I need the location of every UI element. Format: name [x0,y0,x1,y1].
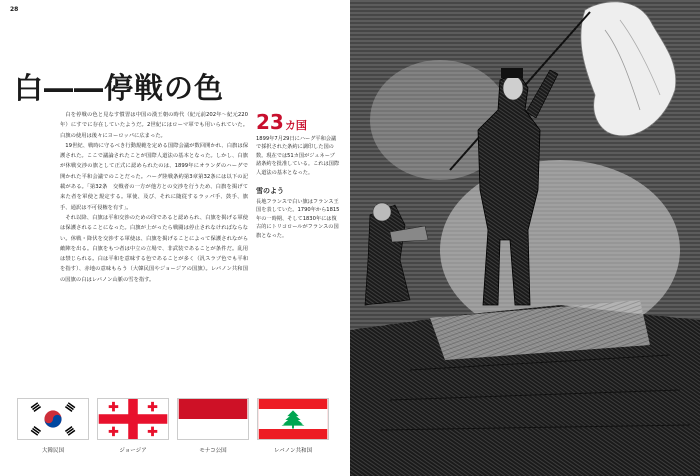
body-paragraph: それ以降、白旗は平和交渉のための印であると認められ、白旗を掲げる軍使は保護されることになった。白旗が上がったら戦闘は停止されなければならない。休戦・降伏を交渉する軍使は、白旗を掲げることによって保護されながら敵陣を出る。白旗をもつ者は中立の立場で、非武装であることが条件だ。乱用は禁じられる。白は平和を意味する色であることが多く（汎スラブ色でも平和を指す）、赤地の意味もらう（大韓民国やジョージアの国旗）。レバノン共和国の国旗の白はレバノン山脈の雪を指す。 [60,214,248,283]
flag-item-lebanon [257,398,329,454]
body-text [60,110,248,285]
body-paragraph: 白を停戦の色と見なす慣習は中国の漢王朝の時代（紀元前202年～紀元220年）にすでに存在していたようだ。2世紀にはローマ軍でも用いられていた。白旗の使用は後々にヨーロッパに広まった。 [60,112,248,139]
flag-label: ジョージア [119,448,147,454]
page-number: 28 [10,6,19,13]
body-paragraph: 19世紀、戦時に守るべき行動規範を定める国際会議が数回開かれ、白旗は保護された。ここで議論されたことが国際人道法の基本となった。しかし、白旗が休戦交渉の旗として正式に認められたのは、1899年にオランダのハーグで開かれた平和会議でのことだった。ハーグ陸戦条約第3章第32条には以下の記載がある。「第32条 交戦者の一方が他方との交渉を行うため、白旗を掲げて来た者を軍使と規定する。軍使、及び、それに随従するラッパ手、鼓手、旗手、通訳は不可侵権を有す」。 [60,142,248,211]
count-unit: カ国 [284,119,307,132]
flag-label: 大韓民国 [41,448,64,454]
sidebar-intro: 1899年7月29日にハーグ平和会議で採択された条約に調印した国の数。現在では51カ国がジュネーブ諸条約を批准している。これは国際人道法の基本となった。 [256,136,340,176]
georgia-flag-icon [97,398,169,440]
monaco-flag-icon [177,398,249,440]
flag-item-korea [17,398,89,454]
flag-item-monaco [177,398,249,454]
sidebar-text: 長地フランスで白い旗はフランス王国を表していた。1790年から1815年の一時期、そして1830年には復古的にトリコロールがフランスの国旗となった。 [256,199,340,239]
flag-label: レバノン共和国 [274,448,312,454]
page-title: 白――停戦の色 [14,71,225,105]
flag-row [17,398,329,454]
flag-label: モナコ公国 [199,448,227,454]
korea-flag-icon [17,398,89,440]
sidebar [256,112,340,240]
lebanon-flag-icon [257,398,329,440]
flag-item-georgia [97,398,169,454]
count-figure [256,112,340,133]
right-page [350,0,700,476]
count-number: 23 [256,110,284,134]
sidebar-heading: 雪のよう [256,187,284,196]
white-flag-engraving [350,0,700,476]
